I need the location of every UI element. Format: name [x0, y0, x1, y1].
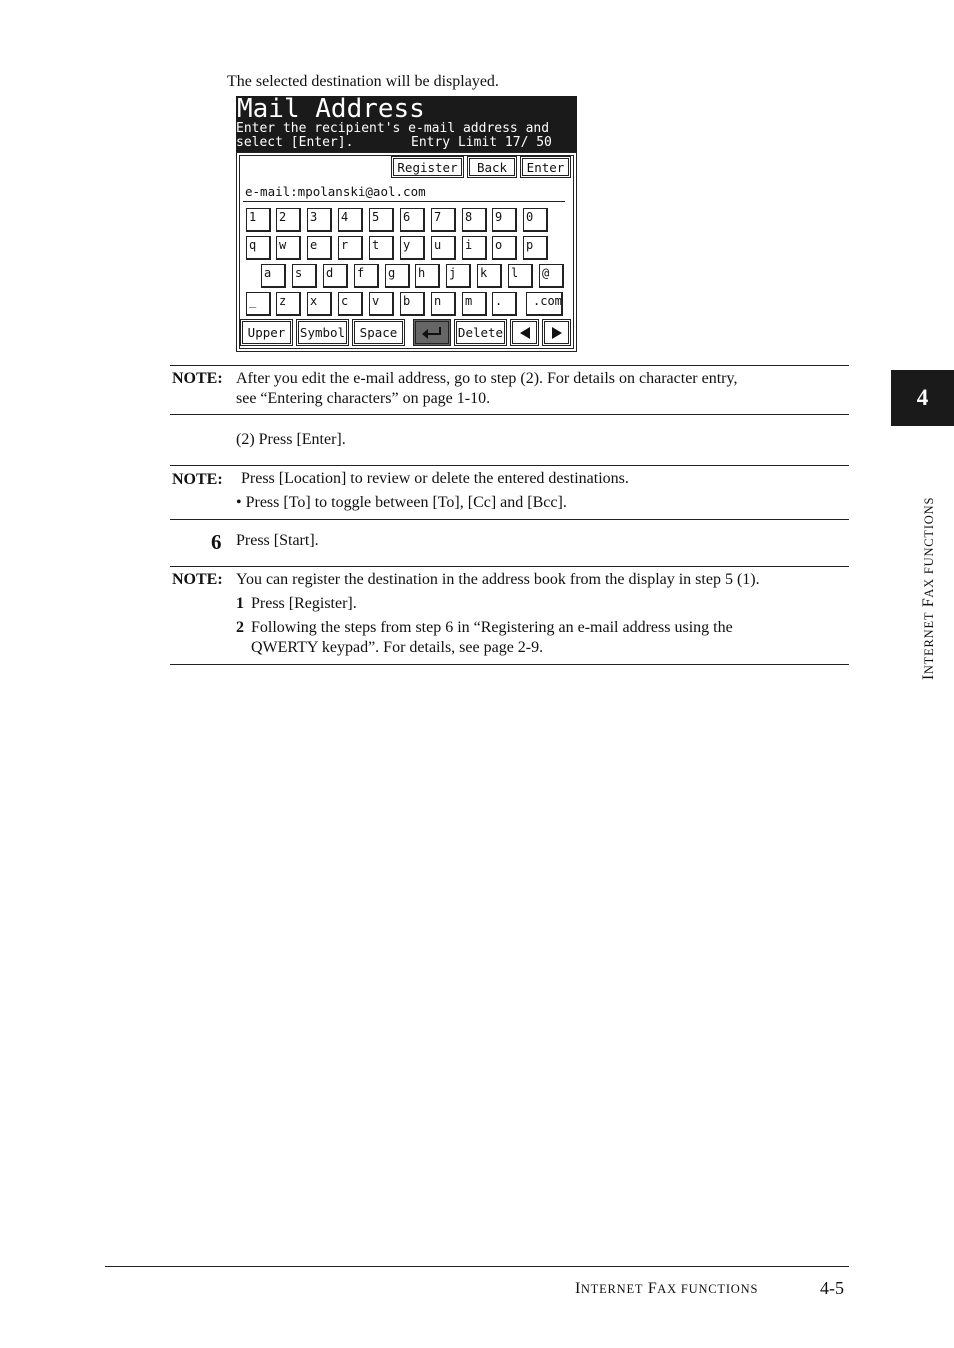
key-e[interactable]: e [307, 236, 332, 260]
key-0[interactable]: 0 [523, 208, 548, 232]
return-button[interactable] [413, 319, 451, 346]
note3-item1-number: 1 [236, 595, 244, 612]
key-v[interactable]: v [369, 292, 394, 316]
key-1[interactable]: 1 [246, 208, 271, 232]
side-title-f: F [920, 597, 937, 608]
side-chapter-title [920, 497, 938, 680]
key-f[interactable]: f [354, 264, 379, 288]
intro-text: The selected destination will be displayed. [227, 73, 499, 90]
note3-item2-number: 2 [236, 619, 244, 636]
note1-label: NOTE: [172, 370, 223, 387]
key-s[interactable]: s [292, 264, 317, 288]
note3-item2-line1: Following the steps from step 6 in “Registering an e-mail address using the [251, 619, 733, 636]
key-2[interactable]: 2 [276, 208, 301, 232]
footer-title-i: I [575, 1280, 581, 1297]
address-underline [243, 201, 565, 202]
note1-top-rule [170, 365, 849, 366]
key-c[interactable]: c [338, 292, 363, 316]
note2-line1: Press [Location] to review or delete the entered destinations. [241, 470, 629, 487]
space-button[interactable]: Space [352, 319, 405, 346]
key-8[interactable]: 8 [462, 208, 487, 232]
key-q[interactable]: q [246, 236, 271, 260]
key-i[interactable]: i [462, 236, 487, 260]
key-l[interactable]: l [508, 264, 533, 288]
right-arrow-icon [550, 326, 564, 340]
key-6[interactable]: 6 [400, 208, 425, 232]
chapter-tab: 4 [891, 370, 954, 426]
note2-top-rule [170, 465, 849, 466]
note3-bottom-rule [170, 664, 849, 665]
note1-bottom-rule [170, 414, 849, 415]
register-button[interactable]: Register [391, 156, 464, 178]
side-title-i-rest: NTERNET [922, 611, 936, 675]
note2-line2: • Press [To] to toggle between [To], [Cc] and [Bcc]. [236, 494, 567, 511]
cursor-right-button[interactable] [542, 319, 571, 346]
note3-line1: You can register the destination in the address book from the display in step 5 (1). [236, 571, 760, 588]
note1-line1: After you edit the e-mail address, go to step (2). For details on character entry, [236, 370, 738, 387]
footer-rule [105, 1266, 849, 1267]
key-9[interactable]: 9 [492, 208, 517, 232]
note1-line2: see “Entering characters” on page 1-10. [236, 390, 491, 407]
key-m[interactable]: m [462, 292, 487, 316]
enter-button[interactable]: Enter [520, 156, 571, 178]
footer-title-i-rest: NTERNET [580, 1282, 644, 1296]
footer-title-f-rest: AX FUNCTIONS [657, 1282, 759, 1296]
step-number: 6 [211, 530, 222, 554]
key-3[interactable]: 3 [307, 208, 332, 232]
entry-limit: Entry Limit 17/ 50 [411, 135, 552, 150]
key-x[interactable]: x [307, 292, 332, 316]
key-t[interactable]: t [369, 236, 394, 260]
footer-title-f: F [647, 1280, 658, 1297]
substep-2: (2) Press [Enter]. [236, 431, 346, 448]
key-5[interactable]: 5 [369, 208, 394, 232]
key-4[interactable]: 4 [338, 208, 363, 232]
left-arrow-icon [518, 326, 532, 340]
key-r[interactable]: r [338, 236, 363, 260]
key-at[interactable]: @ [539, 264, 564, 288]
key-dotcom[interactable]: .com [526, 292, 563, 316]
key-7[interactable]: 7 [431, 208, 456, 232]
screen-instruction-line2: select [Enter]. [236, 135, 354, 150]
key-z[interactable]: z [276, 292, 301, 316]
key-h[interactable]: h [415, 264, 440, 288]
note3-item1-text: Press [Register]. [251, 595, 357, 612]
key-y[interactable]: y [400, 236, 425, 260]
footer-title [575, 1280, 758, 1298]
key-w[interactable]: w [276, 236, 301, 260]
screen-title: Mail Address [237, 94, 425, 124]
key-k[interactable]: k [477, 264, 502, 288]
key-p[interactable]: p [523, 236, 548, 260]
key-n[interactable]: n [431, 292, 456, 316]
key-underscore[interactable]: _ [246, 292, 271, 316]
note3-item2-line2: QWERTY keypad”. For details, see page 2-9. [251, 639, 544, 656]
return-arrow-icon [421, 326, 443, 340]
upper-button[interactable]: Upper [240, 319, 293, 346]
page-number: 4-5 [820, 1278, 844, 1298]
key-u[interactable]: u [431, 236, 456, 260]
note2-label: NOTE: [172, 471, 223, 488]
side-title-f-rest: AX FUNCTIONS [922, 496, 936, 598]
key-d[interactable]: d [323, 264, 348, 288]
side-title-i: I [920, 674, 937, 680]
key-a[interactable]: a [261, 264, 286, 288]
address-field[interactable]: e-mail:mpolanski@aol.com [245, 184, 426, 199]
note2-bottom-rule [170, 519, 849, 520]
symbol-button[interactable]: Symbol [296, 319, 349, 346]
delete-button[interactable]: Delete [454, 319, 507, 346]
key-j[interactable]: j [446, 264, 471, 288]
note3-label: NOTE: [172, 571, 223, 588]
back-button[interactable]: Back [467, 156, 517, 178]
lcd-header [236, 96, 577, 152]
screen-instruction-line1: Enter the recipient's e-mail address and [236, 121, 550, 136]
cursor-left-button[interactable] [510, 319, 539, 346]
note3-top-rule [170, 566, 849, 567]
key-period[interactable]: . [492, 292, 517, 316]
key-o[interactable]: o [492, 236, 517, 260]
key-b[interactable]: b [400, 292, 425, 316]
step6-text: Press [Start]. [236, 532, 319, 549]
key-g[interactable]: g [385, 264, 410, 288]
